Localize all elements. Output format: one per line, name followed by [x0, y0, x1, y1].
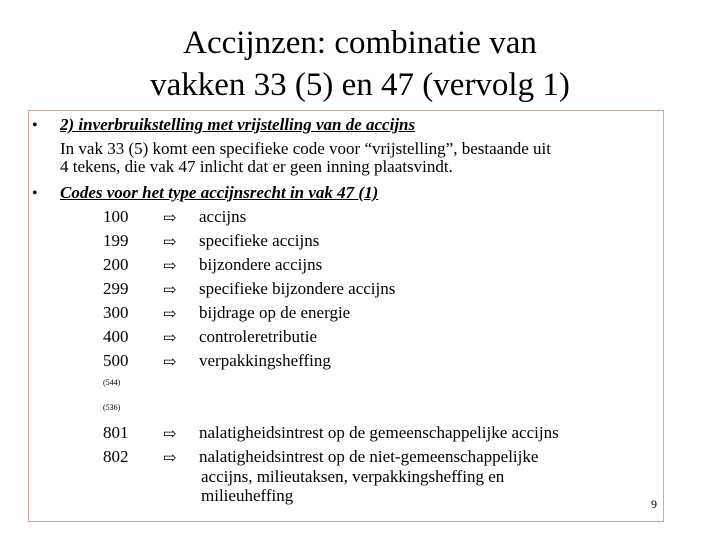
section-heading-1: 2) inverbruikstelling met vrijstelling van de accijns [60, 115, 416, 134]
section-body-line-2: 4 tekens, die vak 47 inlicht dat er geen inning plaatsvindt. [60, 157, 453, 176]
page-number: 9 [651, 497, 657, 511]
code-description-continued: milieuheffing [201, 486, 294, 505]
code-number: 199 [103, 231, 129, 250]
code-description-continued: accijns, milieutaksen, verpakkingsheffing en [201, 467, 505, 486]
section-heading-2: Codes voor het type accijnsrecht in vak 47 (1) [60, 183, 379, 202]
code-description: specifieke bijzondere accijns [199, 279, 396, 298]
code-number: 801 [103, 423, 129, 442]
arrow-right-icon: ⇨ [163, 426, 177, 443]
arrow-right-icon: ⇨ [163, 282, 177, 299]
content-box [28, 110, 664, 522]
code-description: bijdrage op de energie [199, 303, 351, 322]
small-note: (536) [103, 403, 121, 412]
bullet-icon: • [32, 117, 38, 134]
code-description: nalatigheidsintrest op de gemeenschappelijke accijns [199, 423, 559, 442]
code-number: 299 [103, 279, 129, 298]
arrow-right-icon: ⇨ [163, 234, 177, 251]
code-number: 200 [103, 255, 129, 274]
title-line-2: vakken 33 (5) en 47 (vervolg 1) [150, 67, 570, 103]
code-number: 400 [103, 327, 129, 346]
arrow-right-icon: ⇨ [163, 210, 177, 227]
small-note: (544) [103, 378, 121, 387]
bullet-icon: • [32, 185, 38, 202]
code-description: specifieke accijns [199, 231, 320, 250]
code-description: nalatigheidsintrest op de niet-gemeenschappelijke [199, 447, 539, 466]
section-body-line-1: In vak 33 (5) komt een specifieke code voor “vrijstelling”, bestaande uit [60, 139, 551, 158]
code-number: 100 [103, 207, 129, 226]
arrow-right-icon: ⇨ [163, 330, 177, 347]
code-number: 802 [103, 447, 129, 466]
slide-title [60, 22, 660, 106]
arrow-right-icon: ⇨ [163, 450, 177, 467]
code-description: bijzondere accijns [199, 255, 323, 274]
arrow-right-icon: ⇨ [163, 306, 177, 323]
title-line-1: Accijnzen: combinatie van [183, 25, 537, 61]
arrow-right-icon: ⇨ [163, 354, 177, 371]
code-number: 300 [103, 303, 129, 322]
arrow-right-icon: ⇨ [163, 258, 177, 275]
code-description: verpakkingsheffing [199, 351, 331, 370]
code-description: accijns [199, 207, 247, 226]
code-description: controleretributie [199, 327, 318, 346]
code-number: 500 [103, 351, 129, 370]
